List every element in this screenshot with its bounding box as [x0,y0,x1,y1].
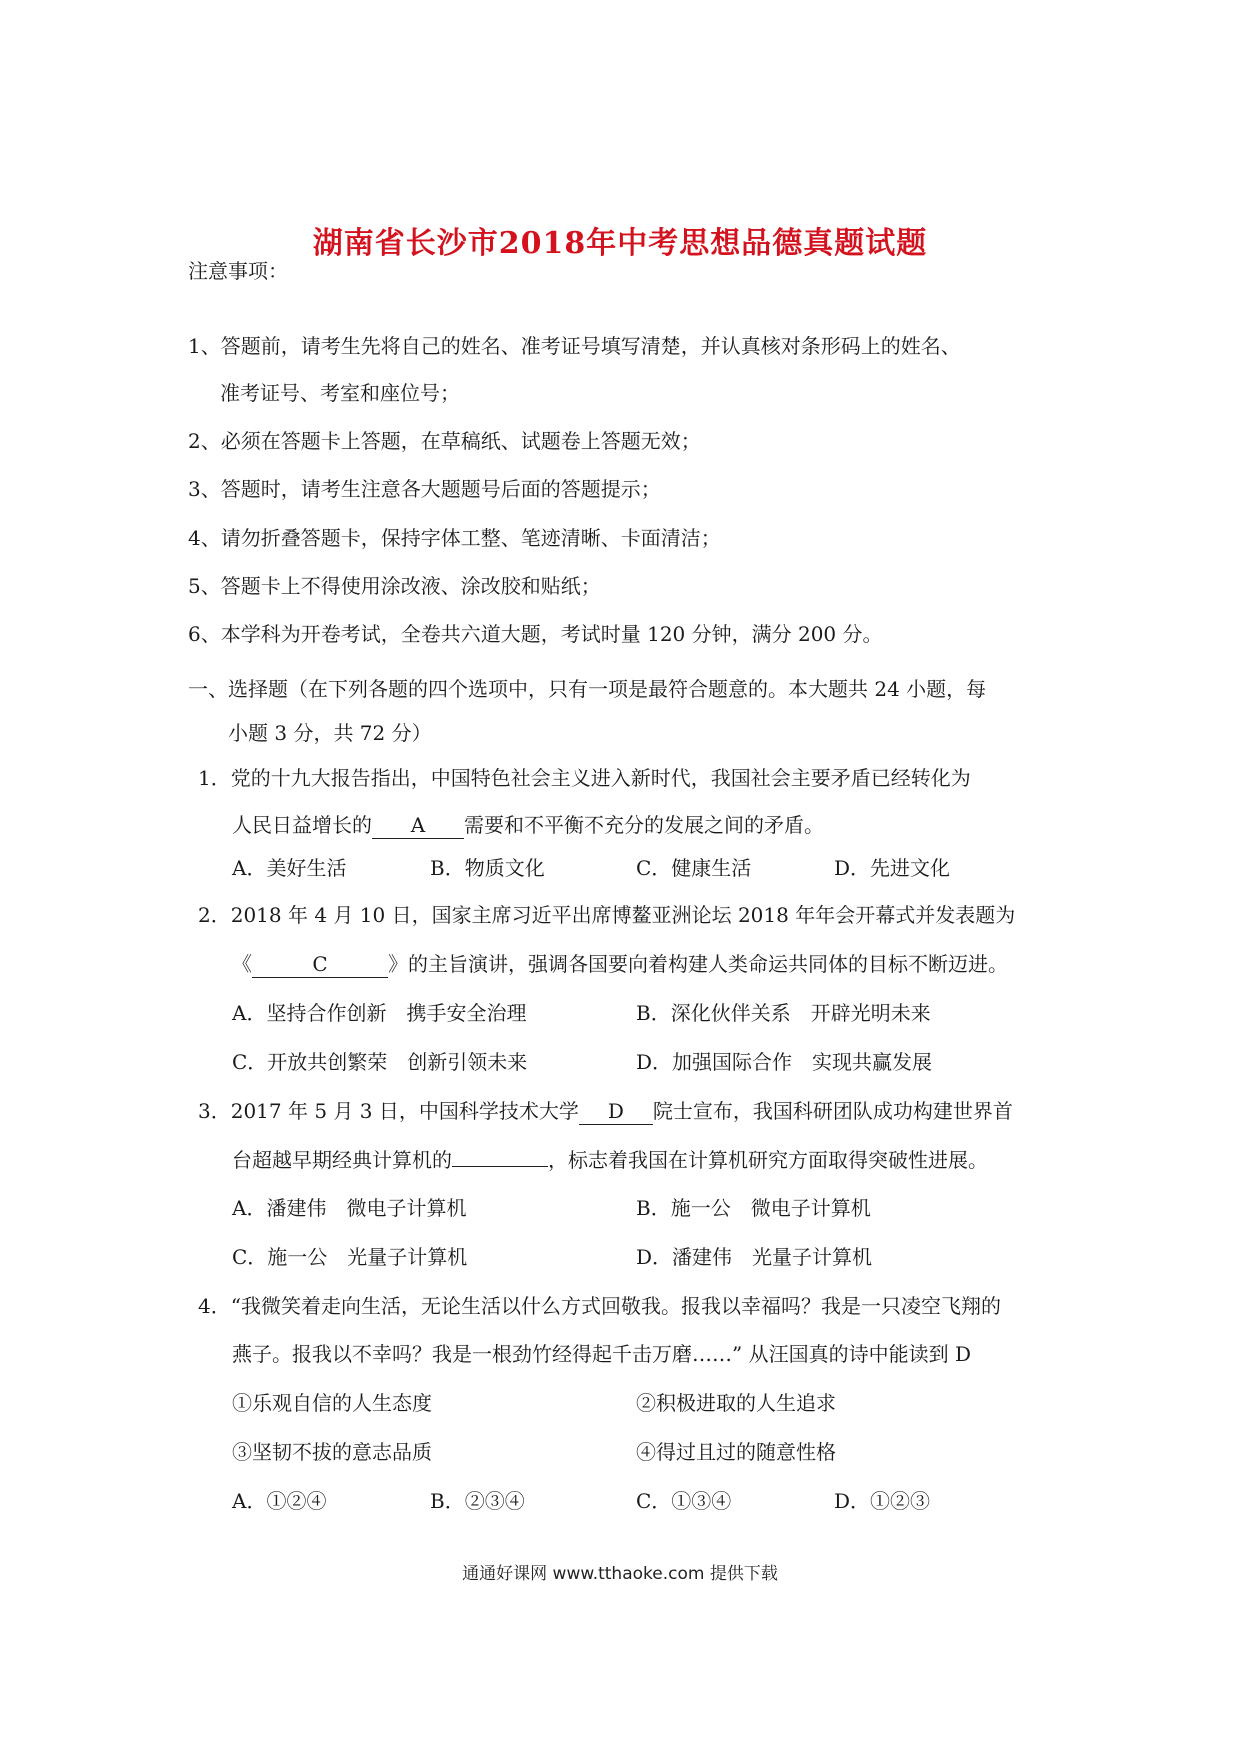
notice-item-1-continuation: 准考证号、考室和座位号； [220,381,460,405]
question-3-option-d: D．潘建伟 光量子计算机 [636,1245,873,1269]
question-text: 台超越早期经典计算机的 [232,1148,452,1172]
section-heading: 一、选择题（在下列各题的四个选项中，只有一项是最符合题意的。本大题共 24 小题，每 [188,677,987,701]
question-2-line-2 [232,951,1008,978]
question-number: 1． [198,766,231,790]
answer-blank [452,1166,548,1167]
notice-item-text: 本学科为开卷考试，全卷共六道大题，考试时量 120 分钟，满分 200 分。 [220,622,883,646]
question-2-option-c: C．开放共创繁荣 创新引领未来 [232,1050,528,1074]
question-4-choice-2: ②积极进取的人生追求 [636,1391,836,1415]
question-4-line-1 [198,1293,1001,1319]
question-text: 人民日益增长的 [232,813,372,837]
notice-item-number: 5、 [188,574,221,598]
question-text: 2017 年 5 月 3 日，中国科学技术大学 [230,1099,579,1123]
question-4-choice-1: ①乐观自信的人生态度 [232,1391,432,1415]
document-title: 湖南省长沙市2018年中考思想品德真题试题 [312,226,928,261]
notice-item-text: 答题前，请考生先将自己的姓名、准考证号填写清楚，并认真核对条形码上的姓名、 [220,334,961,358]
question-4-option-d: D．①②③ [834,1489,931,1513]
question-1-option-c: C．健康生活 [636,856,752,880]
footer-source-note: 通通好课网 www.tthaoke.com 提供下载 [462,1564,778,1584]
question-text: ，标志着我国在计算机研究方面取得突破性进展。 [548,1148,988,1172]
question-text: 2018 年 4 月 10 日，国家主席习近平出席博鳌亚洲论坛 2018 年年会开幕式并发表题为 [230,903,1016,927]
question-text: 院士宣布，我国科研团队成功构建世界首 [652,1099,1013,1123]
question-4-line-2: 燕子。报我以不幸吗？我是一根劲竹经得起千击万磨……” 从汪国真的诗中能读到 D [232,1342,971,1366]
notice-item-3 [188,476,661,502]
section-heading-continuation: 小题 3 分，共 72 分） [228,721,432,745]
notice-item-text: 答题卡上不得使用涂改液、涂改胶和贴纸； [220,574,601,598]
notice-item-number: 6、 [188,622,221,646]
notice-item-4 [188,525,721,551]
question-2-option-b: B．深化伙伴关系 开辟光明未来 [636,1001,931,1025]
question-2-option-a: A．坚持合作创新 携手安全治理 [232,1001,527,1025]
notice-item-text: 必须在答题卡上答题，在草稿纸、试题卷上答题无效； [220,429,701,453]
question-text: 党的十九大报告指出，中国特色社会主义进入新时代，我国社会主要矛盾已经转化为 [230,766,971,790]
question-3-line-2 [232,1147,988,1173]
question-4-choice-4: ④得过且过的随意性格 [636,1440,836,1464]
question-3-line-1 [198,1098,1013,1125]
notice-item-5 [188,573,601,599]
question-3-option-b: B．施一公 微电子计算机 [636,1196,871,1220]
notice-item-number: 3、 [188,477,221,501]
question-number: 4． [198,1294,231,1318]
question-4-option-c: C．①③④ [636,1489,732,1513]
question-text: 》的主旨演讲，强调各国要向着构建人类命运共同体的目标不断迈进。 [388,952,1008,976]
notice-item-text: 答题时，请考生注意各大题题号后面的答题提示； [220,477,661,501]
question-3-option-c: C．施一公 光量子计算机 [232,1245,468,1269]
question-4-option-a: A．①②④ [232,1489,327,1513]
question-2-option-d: D．加强国际合作 实现共赢发展 [636,1050,933,1074]
question-text: 需要和不平衡不充分的发展之间的矛盾。 [464,813,824,837]
question-1-option-b: B．物质文化 [430,856,545,880]
question-1-line-2 [232,812,824,839]
notice-item-number: 2、 [188,429,221,453]
question-number: 3． [198,1099,231,1123]
question-1-line-1 [198,765,971,791]
question-number: 2． [198,903,231,927]
notice-item-6 [188,621,883,647]
question-4-choice-3: ③坚韧不拔的意志品质 [232,1440,432,1464]
question-3-option-a: A．潘建伟 微电子计算机 [232,1196,467,1220]
question-1-option-d: D．先进文化 [834,856,951,880]
question-1-option-a: A．美好生活 [232,856,347,880]
question-4-option-b: B．②③④ [430,1489,525,1513]
notice-item-number: 1、 [188,334,221,358]
answer-blank: A [372,812,464,839]
question-text: 《 [232,952,252,976]
question-2-line-1 [198,902,1015,928]
answer-blank: D [579,1098,653,1125]
notice-item-1 [188,333,961,359]
answer-blank: C [252,951,388,978]
notice-heading: 注意事项： [188,259,288,283]
question-text: “我微笑着走向生活，无论生活以什么方式回敬我。报我以幸福吗？我是一只凌空飞翔的 [230,1294,1001,1318]
notice-item-2 [188,428,701,454]
notice-item-number: 4、 [188,526,221,550]
notice-item-text: 请勿折叠答题卡，保持字体工整、笔迹清晰、卡面清洁； [220,526,721,550]
